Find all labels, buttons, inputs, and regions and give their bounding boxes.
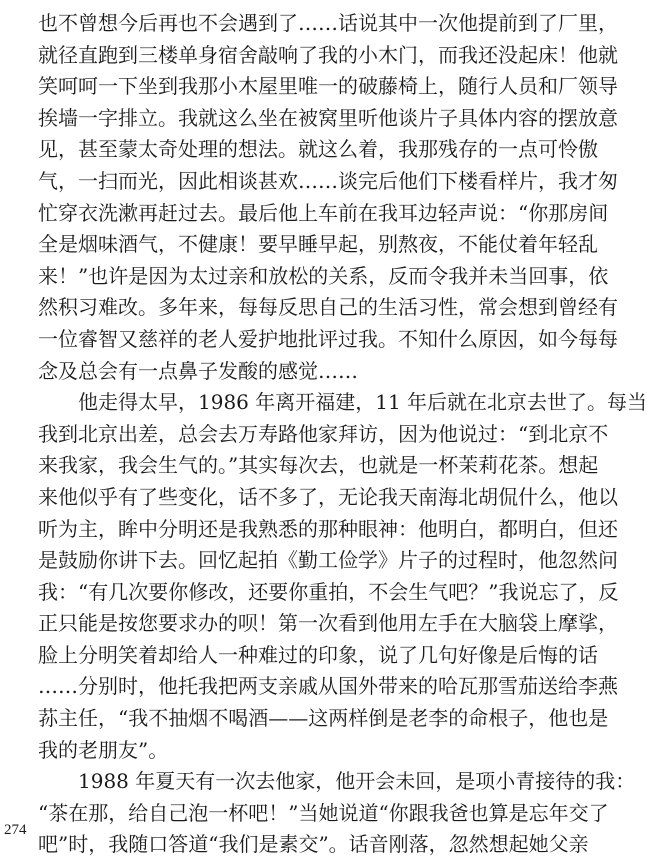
paragraph-end-line: 念及总会有一点鼻子发酸的感觉…… [38,358,358,383]
text-line: 我到北京出差，总会去万寿路他家拜访，因为他说过：“到北京不 [38,421,609,446]
text-line: 然积习难改。多年来，每每反思自己的生活习性，常会想到曾经有 [38,295,618,320]
text-line: 气，一扫而光，因此相谈甚欢……谈完后他们下楼看样片，我才匆 [38,168,618,193]
page-number: 274 [4,822,27,838]
text-line: 笑呵呵一下坐到我那小木屋里唯一的破藤椅上，随行人员和厂领导 [38,74,618,99]
text-line: ……分别时，他托我把两支亲戚从国外带来的哈瓦那雪茄送给李燕 [38,674,618,699]
text-line: 忙穿衣洗漱再赶过去。最后他上车前在我耳边轻声说：“你那房间 [38,200,609,225]
text-line: 听为主，眸中分明还是我熟悉的那种眼神：他明白，都明白，但还 [38,516,618,541]
text-line: 荪主任，“我不抽烟不喝酒——这两样倒是老李的命根子，他也是 [38,706,609,731]
paragraph-start-line: 1988 年夏天有一次去他家，他开会未回，是项小青接待的我： [78,769,636,794]
body-text [38,8,647,861]
text-line: 也不曾想今后再也不会遇到了……话说其中一次他提前到了厂里， [38,11,618,35]
text-line: 我：“有几次要你修改，还要你重拍，不会生气吧？”我说忘了，反 [38,579,619,604]
text-line: “茶在那，给自己泡一杯吧！”当她说道“你跟我爸也算是忘年交了 [38,800,609,825]
text-line: 是鼓励你讲下去。回忆起拍《勤工俭学》片子的过程时，他忽然问 [38,548,618,573]
text-line: 见，甚至蒙太奇处理的想法。就这么着，我那残存的一点可怜傲 [38,137,598,162]
text-line: 一位睿智又慈祥的老人爱护地批评过我。不知什么原因，如今每每 [38,326,618,351]
text-line: 来！”也许是因为太过亲和放松的关系，反而令我并未当回事，依 [38,263,609,288]
text-line: 吧”时，我随口答道“我们是素交”。话音刚落，忽然想起她父亲 [38,832,589,857]
text-line: 脸上分明笑着却给人一种难过的印象，说了几句好像是后悔的话 [38,642,598,667]
text-line: 正只能是按您要求办的呗！第一次看到他用左手在大脑袋上摩挲， [38,611,618,636]
text-line: 来他似乎有了些变化，话不多了，无论我天南海北胡侃什么，他以 [38,484,618,509]
text-line: 来我家，我会生气的。”其实每次去，也就是一杯茉莉花茶。想起 [38,453,599,478]
text-line: 挨墙一字排立。我就这么坐在被窝里听他谈片子具体内容的摆放意 [38,105,618,130]
text-line: 全是烟味酒气，不健康！要早睡早起，别熬夜，不能仗着年轻乱 [38,232,598,257]
text-line: 就径直跑到三楼单身宿舍敲响了我的小木门，而我还没起床！他就 [38,42,618,67]
paragraph-start-line: 他走得太早，1986 年离开福建，11 年后就在北京去世了。每当 [78,390,647,415]
paragraph-end-line: 我的老朋友”。 [38,737,169,762]
